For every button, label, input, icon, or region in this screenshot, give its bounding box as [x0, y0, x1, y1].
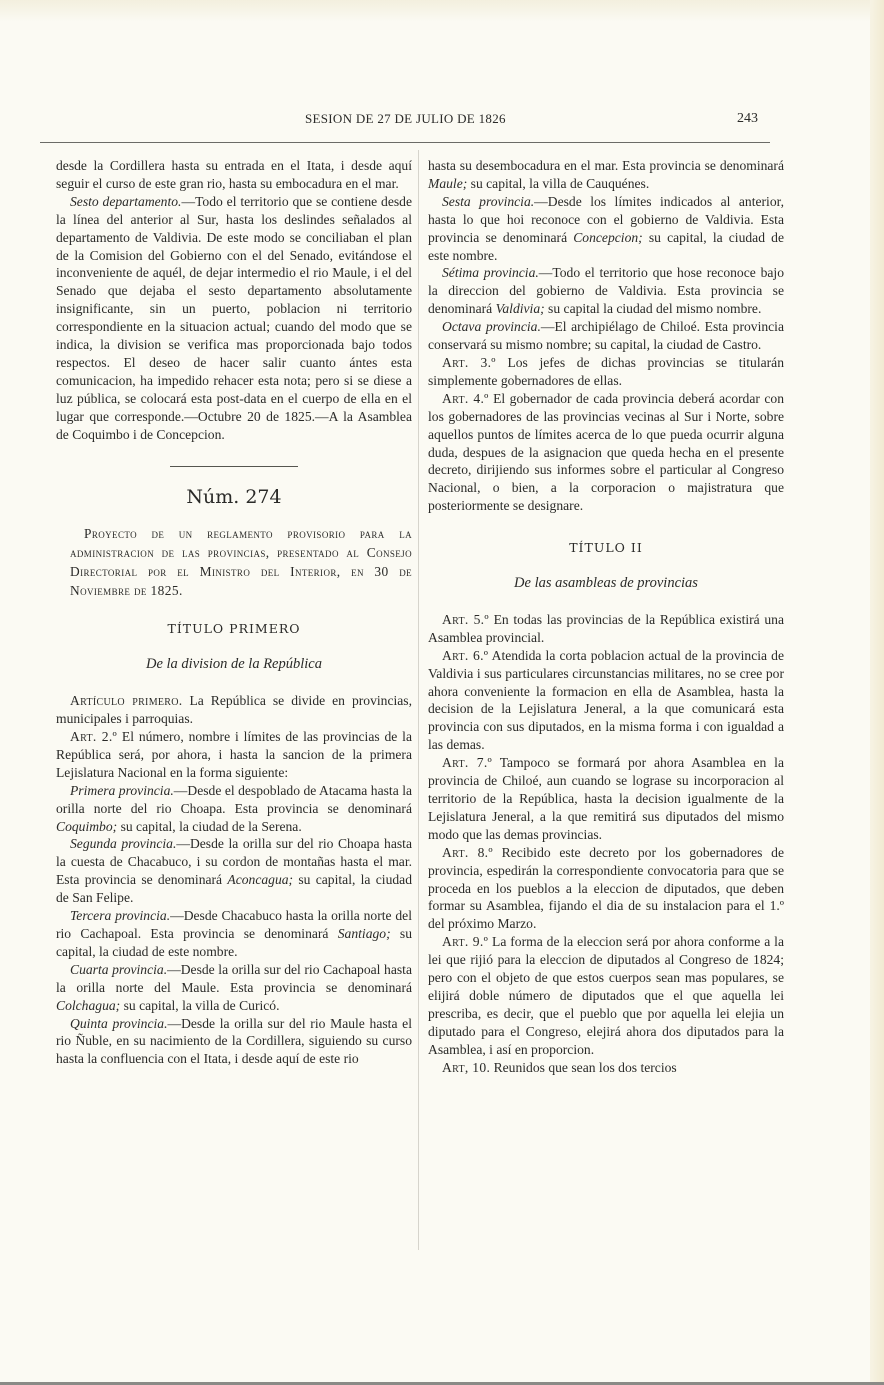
article-text: Reunidos que sean los dos tercios — [490, 1059, 677, 1075]
article — [56, 728, 412, 782]
province-text: su capital, la villa de Cauquénes. — [467, 175, 650, 191]
province-text: —Desde el despoblado de Atacama hasta la orilla norte del rio Choapa. Esta provincia se denominará — [56, 782, 413, 816]
province-text: su capital, la ciudad de este nombre. — [56, 926, 412, 959]
header-rule — [40, 142, 770, 143]
right-column — [428, 157, 784, 1077]
province-text: su capital, la ciudad de San Felipe. — [56, 872, 412, 906]
article-text: El gobernador de cada provincia deberá acordar con los gobernadores de las provincias vecinas al Sur i Norte, sobre aquellos puntos de límites acerca de lo que pueda ocurrir alguna duda, despues de la asignacion que queda hecha en el presente decreto, dirijiendo sus informes sobre el particular al Congreso Nacional, o bien, a la corporacion o majistratura que posteriormente se designare. — [428, 390, 784, 514]
page-number: 243 — [737, 111, 758, 126]
article-text: Atendida la corta poblacion actual de la provincia de Valdivia i sus particulares circunstancias militares, no se cree por ahora conveniente la formacion en ella de Asamblea, hasta la decision de la Lejislatura Jeneral, a la que comunicará esta provincia con sus diputados, en la misma forma i con igualdad a las demas. — [428, 647, 784, 753]
province-entry — [56, 907, 412, 961]
province-text: hasta su desembocadura en el mar. Esta provincia se denominará — [428, 158, 784, 173]
province-name: Aconcagua; — [227, 872, 294, 888]
province-text: —Desde la orilla sur del rio Choapa hasta la cuesta de Chacabuco, i su cordon de montañas hasta el mar. Esta provincia se denominará — [56, 836, 412, 888]
province-entry — [56, 782, 412, 836]
province-text: —Desde los límites indicados al anterior, hasta lo que hoi reconoce con el gobierno de Valdivia. Esta provincia se denominará — [428, 193, 784, 245]
page-top-shading — [0, 0, 884, 22]
province-lead: Segunda provincia. — [70, 836, 177, 852]
paragraph-text: —Todo el territorio que se contiene desde la línea del anterior al Sur, hasta los deslindes señalados al departamento de Valdivia. De este modo se conciliaban el plan de la Comision del Gobierno con el del Senado, evitándose el inconveniente de aquél, de dejar intermedio el rio Maule, i el del Senado que dejaba el sesto departamento absolutamente insignificante, sin un puerto, poblacion ni territorio correspondiente en la situacion actual; cuando del modo que se indica, la division se verifica mas proporcionada bajo todos respectos. El deseo de hacer salir cuanto ántes esta comunicacion, ha impedido rehacer esta nota; pero si se diese a luz pública, se colocará esta post-data en el cuerpo de ella en el lugar que corresponde.—Octubre 20 de 1825.—A la Asamblea de Coquimbo i de Concepcion. — [56, 193, 412, 442]
titulo-heading: TÍTULO II — [569, 540, 643, 556]
province-text: su capital la ciudad del mismo nombre. — [544, 301, 762, 317]
running-header — [0, 111, 884, 131]
titulo-subheading: De la division de la República — [146, 656, 322, 673]
article-label: Art. 5.º — [442, 611, 489, 627]
article-text: En todas las provincias de la República existirá una Asamblea provincial. — [428, 611, 785, 645]
article — [56, 692, 412, 728]
province-entry — [56, 1015, 412, 1069]
article — [428, 390, 784, 515]
paragraph-lead: Sesto departamento. — [70, 193, 182, 209]
section-separator — [170, 466, 298, 467]
document-number: Núm. 274 — [186, 485, 282, 508]
province-lead: Tercera provincia. — [70, 908, 171, 924]
province-entry — [56, 961, 412, 1015]
province-entry — [56, 835, 412, 907]
province-text: su capital, la villa de Curicó. — [120, 997, 280, 1013]
article-label: Art. 3.º — [442, 354, 496, 370]
article-label: Art. 6.º — [442, 647, 489, 663]
province-entry — [428, 193, 784, 265]
article — [428, 933, 784, 1058]
column-divider — [418, 150, 419, 1250]
province-entry — [428, 157, 784, 193]
titulo-subheading: De las asambleas de provincias — [514, 575, 698, 592]
article-label: Art. 2.º — [70, 729, 118, 745]
province-name: Santiago; — [337, 926, 391, 941]
article-text: La forma de la eleccion será por ahora conforme a la lei que rijió para la eleccion de diputados al Congreso de 1824; pero con el objeto de que estos cuerpos sean mas populares, se elijirá doble número de diputados que el que aquella lei prescriba, es decir, que el pueblo que por aquella lei elejia un diputado para el Congreso, elejirá ahora dos diputados para la Asamblea, i así en proporcion. — [428, 934, 784, 1057]
province-name: Colchagua; — [56, 997, 121, 1013]
province-text: —El archipiélago de Chiloé. Esta provincia conservará su mismo nombre; su capital, la ciudad de Castro. — [428, 319, 784, 353]
article-label: Art. 4.º — [442, 390, 489, 406]
article-text: Los jefes de dichas provincias se titularán simplemente gobernadores de ellas. — [428, 354, 784, 388]
province-text: —Desde la orilla sur del rio Cachapoal hasta la orilla norte del Maule. Esta provincia se denominará — [56, 961, 412, 995]
titulo-heading: TÍTULO PRIMERO — [167, 621, 301, 637]
left-column — [56, 157, 412, 1068]
province-lead: Quinta provincia. — [70, 1015, 168, 1031]
province-lead: Primera provincia. — [70, 782, 174, 798]
article-label: Art. 7.º — [442, 755, 493, 771]
article-label: Artículo primero. — [70, 693, 183, 709]
article — [428, 611, 784, 647]
province-name: Coquimbo; — [56, 818, 118, 834]
province-entry — [428, 318, 784, 354]
province-lead: Sétima provincia. — [442, 265, 539, 281]
article — [428, 354, 784, 390]
province-lead: Octava provincia. — [442, 319, 541, 335]
proyecto-title: Proyecto de un reglamento provisorio para la administracion de las provincias, presentado al Consejo Directorial por el Ministro del Interior, en 30 de Noviembre de 1825. — [70, 526, 412, 599]
article-label: Art, 10. — [442, 1059, 491, 1075]
article — [428, 1059, 784, 1077]
article-text: Recibido este decreto por los gobernadores de provincia, espedirán la correspondiente convocatoria para que se proceda en los pueblos a la eleccion de diputados, que deben formar su Asamblea, fijando el dia de su instalacion para el 1.º del próximo Marzo. — [428, 844, 784, 932]
province-text: —Desde Chacabuco hasta la orilla norte del rio Cachapoal. Esta provincia se denominará — [56, 908, 412, 941]
province-name: Concepcion; — [573, 229, 643, 245]
province-name: Maule; — [428, 175, 468, 191]
paragraph: desde la Cordillera hasta su entrada en el Itata, i desde aquí seguir el curso de este gran rio, hasta su embocadura en el mar. — [56, 158, 412, 191]
province-lead: Cuarta provincia. — [70, 961, 168, 977]
article — [428, 647, 784, 754]
paragraph — [56, 193, 412, 444]
article-label: Art. 8.º — [442, 844, 493, 860]
article — [428, 754, 784, 844]
article-text: La República se divide en provincias, municipales i parroquias. — [56, 693, 412, 727]
province-name: Valdivia; — [495, 301, 545, 317]
running-title: SESION DE 27 DE JULIO DE 1826 — [305, 111, 506, 126]
article — [428, 844, 784, 934]
province-text: —Desde la orilla sur del rio Maule hasta el rio Ñuble, en su nacimiento de la Cordillera, siguiendo su curso hasta la confluencia con el Itata, i desde aquí de este rio — [56, 1015, 412, 1067]
province-text: —Todo el territorio que hose reconoce bajo la direccion del gobierno de Valdivia. Esta provincia se denominará — [428, 265, 784, 317]
article-label: Art. 9.º — [442, 934, 489, 950]
page-edge — [870, 0, 884, 1385]
province-entry — [428, 264, 784, 318]
article-text: El número, nombre i límites de las provincias de la República será, por ahora, i hasta la sancion de la primera Lejislatura Nacional en la forma siguiente: — [56, 729, 412, 780]
province-text: su capital, la ciudad de la Serena. — [117, 818, 302, 834]
article-text: Tampoco se formará por ahora Asamblea en la provincia de Chiloé, aun cuando se lograse su incorporacion al territorio de la República, hasta la decision igualmente de la Lejislatura Jeneral, a la que remitirá sus diputados del mismo modo que las demas provincias. — [428, 755, 784, 842]
province-text: su capital, la ciudad de este nombre. — [428, 229, 784, 263]
province-lead: Sesta provincia. — [442, 193, 535, 209]
